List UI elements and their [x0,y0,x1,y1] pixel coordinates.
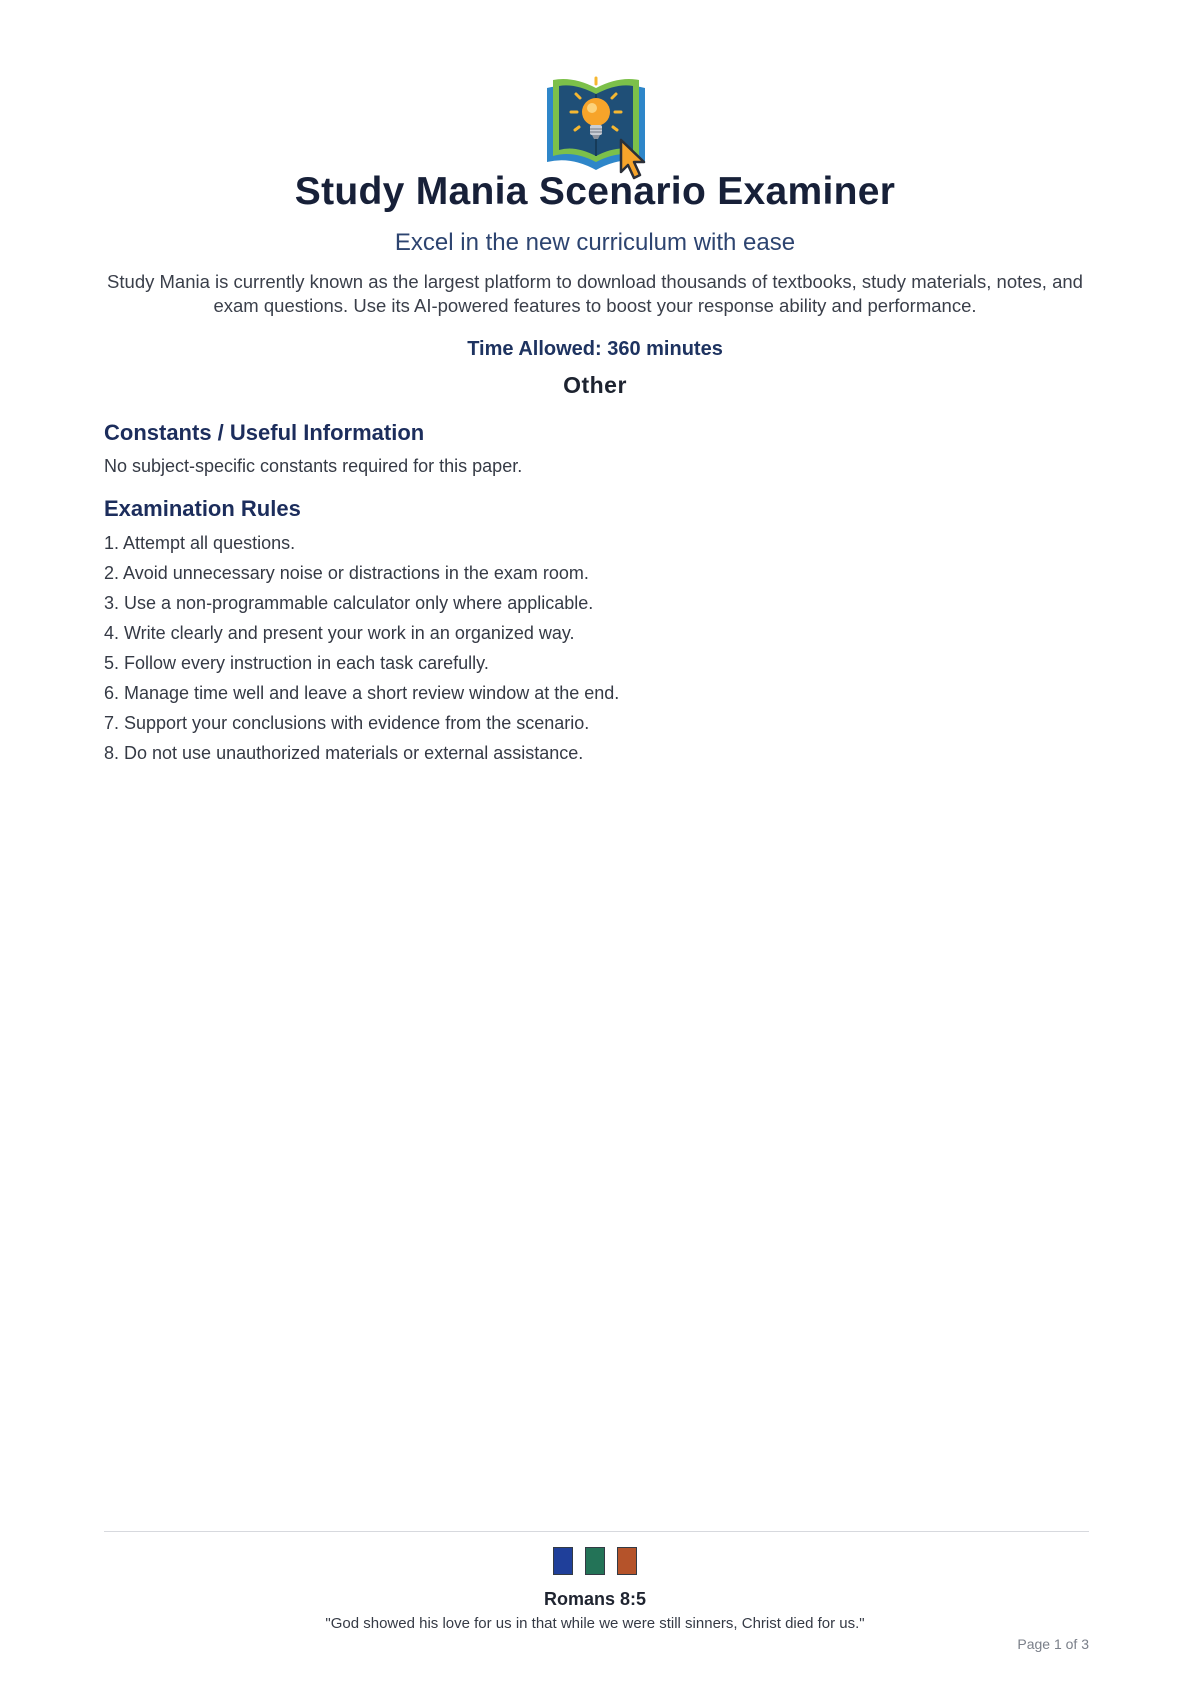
rule-item: 1. Attempt all questions. [104,533,296,553]
rule-item: 7. Support your conclusions with evidence from the scenario. [104,713,590,733]
book-lightbulb-cursor-icon [541,74,651,184]
rule-item: 2. Avoid unnecessary noise or distractions in the exam room. [104,563,589,583]
rule-item: 5. Follow every instruction in each task carefully. [104,653,489,673]
rule-item: 8. Do not use unauthorized materials or external assistance. [104,743,584,763]
rule-item: 3. Use a non-programmable calculator only where applicable. [104,593,594,613]
swatch-orange [617,1547,637,1575]
page-number: Page 1 of 3 [1017,1636,1089,1652]
verse-text: "God showed his love for us in that while we were still sinners, Christ died for us." [325,1615,865,1632]
rules-heading: Examination Rules [104,496,301,521]
rule-item: 6. Manage time well and leave a short review window at the end. [104,683,620,703]
subject-label: Other [563,372,627,398]
constants-text: No subject-specific constants required for this paper. [104,456,523,476]
time-allowed: Time Allowed: 360 minutes [467,338,723,360]
constants-heading: Constants / Useful Information [104,420,425,445]
rule-item: 4. Write clearly and present your work in an organized way. [104,623,575,643]
verse-reference: Romans 8:5 [543,1589,647,1609]
color-swatches [553,1547,653,1577]
page-title: Study Mania Scenario Examiner [294,170,896,213]
footer-divider [104,1531,1089,1532]
page-subtitle: Excel in the new curriculum with ease [394,229,796,256]
intro-paragraph: Study Mania is currently known as the largest platform to download thousands of textbooks, study materials, notes, and exam questions. Use its AI-powered features to boost your response ability and performance. [107,271,1083,316]
swatch-blue [553,1547,573,1575]
swatch-green [585,1547,605,1575]
rules-list [104,532,619,772]
